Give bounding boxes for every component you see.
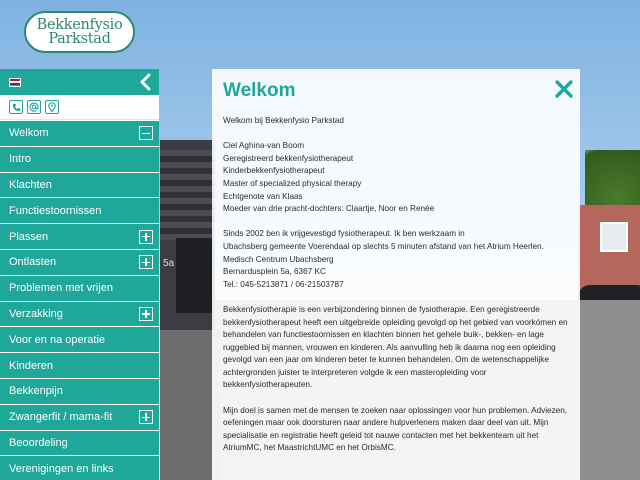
sidebar-item-label: Ontlasten	[9, 256, 57, 269]
text-line: gevolgd van een jaar om kinderen beter te kunnen behandelen. Om de wetenschappelijke	[223, 355, 549, 365]
sidebar-item-label: Plassen	[9, 230, 49, 243]
sidebar-item-bekkenpijn[interactable]	[0, 378, 159, 404]
sidebar-item-label: Verenigingen en links	[9, 462, 114, 475]
text-line: Medisch Centrum Ubachsberg	[223, 254, 334, 264]
phone-icon[interactable]	[9, 100, 23, 114]
text-line: AtriumMC, het MaastrichtUMC en het OrbisMC.	[223, 443, 396, 453]
sidebar-item-ontlasten[interactable]	[0, 249, 159, 275]
page-title: Welkom	[223, 80, 296, 101]
sidebar-item-label: Klachten	[9, 178, 52, 191]
contact-icons	[0, 95, 159, 120]
sidebar-item-label: Functiestoornissen	[9, 204, 102, 217]
close-icon[interactable]	[554, 79, 574, 99]
sidebar-item-zwangerfit-mama-fit[interactable]	[0, 404, 159, 430]
sidebar-item-label: Intro	[9, 153, 32, 166]
expand-icon[interactable]	[139, 255, 153, 269]
menu-list	[0, 120, 159, 480]
sidebar-menu	[0, 69, 159, 480]
site-logo[interactable]	[24, 11, 135, 53]
sidebar-header	[0, 69, 159, 95]
building-sign: 5a	[163, 258, 175, 269]
sidebar-item-intro[interactable]	[0, 146, 159, 172]
at-sign-icon[interactable]	[27, 100, 41, 114]
text-line: ruggebied bij mannen, vrouwen en kinderen. Als aanvulling heb ik daarna nog een opleiding	[223, 342, 556, 352]
text-line: Bernardusplein 5a, 6367 KC	[223, 267, 326, 277]
practice-block	[223, 228, 569, 291]
content-panel	[212, 69, 580, 480]
text-line: oefeningen maar ook doorsturen naar andere hulpverleners maken daar deel van uit. Mijn	[223, 418, 549, 428]
expand-icon[interactable]	[139, 307, 153, 321]
sidebar-item-label: Beoordeling	[9, 436, 68, 449]
sidebar-item-klachten[interactable]	[0, 172, 159, 198]
expand-icon[interactable]	[139, 230, 153, 244]
article-body	[223, 115, 569, 468]
sidebar-item-label: Problemen met vrijen	[9, 282, 113, 295]
about-block	[223, 304, 569, 392]
sidebar-item-voor-en-na-operatie[interactable]	[0, 326, 159, 352]
sidebar-item-verenigingen-en-links[interactable]	[0, 455, 159, 480]
sidebar-item-label: Kinderen	[9, 359, 54, 372]
text-line: Kinderbekkenfysiotherapeut	[223, 166, 325, 176]
text-line: achtergronden juister te interpreteren volgde ik een masteropleiding voor	[223, 367, 487, 377]
goal-block	[223, 405, 569, 455]
text-line: bekkenfysiotherapeuten.	[223, 380, 313, 390]
sidebar-item-problemen-met-vrijen[interactable]	[0, 275, 159, 301]
sidebar-item-kinderen[interactable]	[0, 352, 159, 378]
sidebar-item-label: Welkom	[9, 127, 49, 140]
sidebar-item-functiestoornissen[interactable]	[0, 197, 159, 223]
profile-block	[223, 140, 569, 216]
text-line: Geregistreerd bekkenfysiotherapeut	[223, 153, 354, 163]
logo-line-1: Bekkenfysio	[36, 17, 123, 33]
map-pin-icon[interactable]	[45, 100, 59, 114]
sidebar-item-plassen[interactable]	[0, 223, 159, 249]
sidebar-item-beoordeling[interactable]	[0, 430, 159, 456]
sidebar-item-label: Voor en na operatie	[9, 333, 106, 346]
text-line: Bekkenfysiotherapie is een verbijzondering binnen de fysiotherapie. Een geregistreerde	[223, 304, 540, 314]
sidebar-item-welkom[interactable]	[0, 120, 159, 146]
expand-icon[interactable]	[139, 410, 153, 424]
text-line: Moeder van drie pracht-dochters: Claartje, Noor en Renée	[223, 204, 435, 214]
text-line: Sinds 2002 ben ik vrijgevestigd fysiotherapeut. Ik ben werkzaam in	[223, 229, 465, 239]
collapse-icon[interactable]	[139, 126, 153, 140]
text-line: Ciel Aghina-van Boom	[223, 141, 305, 151]
sidebar-item-verzakking[interactable]	[0, 301, 159, 327]
text-line: Tel.: 045-5213871 / 06-21503787	[223, 279, 344, 289]
text-line: behandelen van functiestoornissen en klachten binnen het gehele buik-, bekken- en lage	[223, 330, 544, 340]
text-line: specialisatie en registratie heeft geleid tot nauwe contacten met het bekkenteam uit het	[223, 430, 539, 440]
chevron-left-icon[interactable]	[137, 73, 155, 91]
logo-line-2: Parkstad	[48, 31, 111, 47]
text-line: Mijn doel is samen met de mensen te zoeken naar oplossingen voor hun problemen. Adviezen,	[223, 405, 568, 415]
sidebar-item-label: Zwangerfit / mama-fit	[9, 411, 113, 424]
text-line: bekkenfysiotherapeut heeft een uitgebreide opleiding gevolgd op het gebied van voorkómen en	[223, 317, 568, 327]
sidebar-item-label: Bekkenpijn	[9, 385, 63, 398]
text-line: Master of specialized physical therapy	[223, 178, 362, 188]
sidebar-item-label: Verzakking	[9, 307, 63, 320]
text-line: Echtgenote van Klaas	[223, 191, 303, 201]
intro-text: Welkom bij Bekkenfysio Parkstad	[223, 116, 344, 125]
text-line: Ubachsberg gemeente Voerendaal op slechts 5 minuten afstand van het Atrium Heerlen.	[223, 241, 544, 251]
dutch-flag-icon[interactable]	[9, 78, 21, 87]
